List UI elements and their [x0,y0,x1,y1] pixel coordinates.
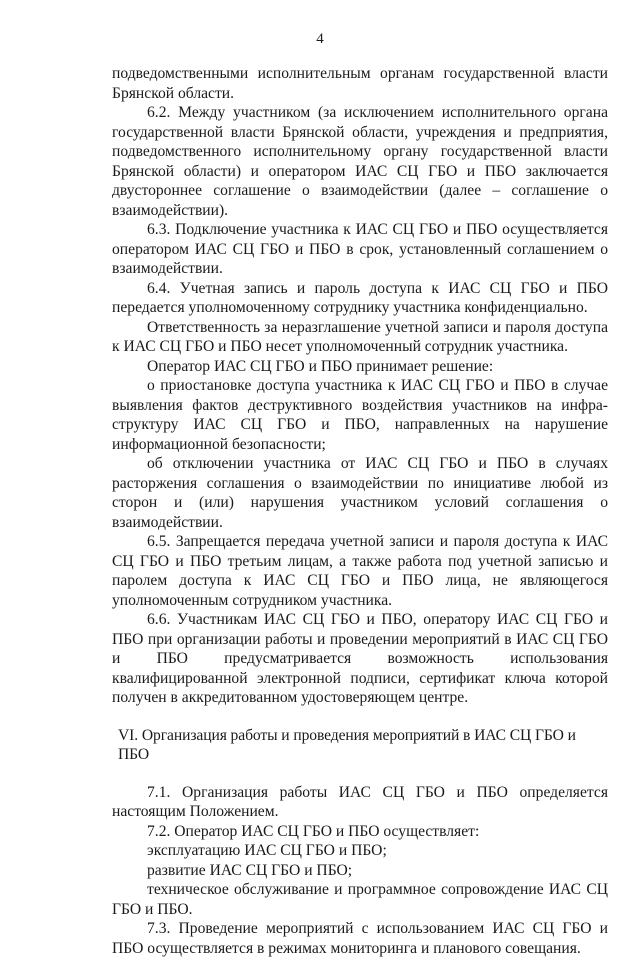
paragraph: об отключении участника от ИАС СЦ ГБО и ПБО в случаях расторжения соглашения о взаимодействии по инициативе любой из сторон и (или) нарушения участником условий соглашения о взаимодействии. [112,455,608,531]
paragraph: 7.3. Проведение мероприятий с использованием ИАС СЦ ГБО и ПБО осуществляется в режимах мониторинга и планового совещания. [112,920,608,957]
paragraph: о приостановке доступа участника к ИАС СЦ ГБО и ПБО в случае выявления фактов деструктивного воздействия участников на инфраструктуру ИАС СЦ ГБО и ПБО, направленных на нарушение информационной безопасности; [112,377,608,453]
paragraph: Оператор ИАС СЦ ГБО и ПБО принимает решение: [147,357,494,375]
paragraph: 7.2. Оператор ИАС СЦ ГБО и ПБО осуществляет: [147,822,480,840]
paragraph: подведомственными исполнительным органам государственной власти Брянской области. [112,65,608,102]
paragraph: 6.3. Подключение участника к ИАС СЦ ГБО и ПБО осуществляется оператором ИАС СЦ ГБО и ПБО в срок, установленный соглашением о взаимодействии. [112,221,608,277]
paragraph: эксплуатацию ИАС СЦ ГБО и ПБО; [147,842,387,859]
paragraph: развитие ИАС СЦ ГБО и ПБО; [147,861,353,879]
page-number: 4 [316,31,324,47]
section-heading: VI. Организация работы и проведения мероприятий в ИАС СЦ ГБО и ПБО [118,726,576,763]
paragraph: 6.2. Между участником (за исключением исполнительного органа государственной власти Брянской области, учреждения и предприятия, подведомственного исполнительному органу государственной власти Брянской области) и оператором ИАС СЦ ГБО и ПБО заключается двустороннее соглашение о взаимодействии (далее – соглашение о взаимодействии). [112,104,608,219]
paragraph: 7.1. Организация работы ИАС СЦ ГБО и ПБО определяется настоящим Положением. [112,783,608,820]
paragraph: техническое обслуживание и программное сопровождение ИАС СЦ ГБО и ПБО. [112,881,608,918]
paragraph: Ответственность за неразглашение учетной записи и пароля доступа к ИАС СЦ ГБО и ПБО несет уполномоченный сотрудник участника. [112,318,608,355]
document-body [112,64,608,958]
paragraph: 6.5. Запрещается передача учетной записи и пароля доступа к ИАС СЦ ГБО и ПБО третьим лицам, а также работа под учетной записью и паролем доступа к ИАС СЦ ГБО и ПБО лица, не являющегося уполномоченным сотрудником участника. [112,533,608,609]
paragraph: 6.6. Участникам ИАС СЦ ГБО и ПБО, оператору ИАС СЦ ГБО и ПБО при организации работы и проведении мероприятий в ИАС СЦ ГБО и ПБО предусматривается возможность использования квалифицированной электронной подписи, сертификат ключа которой получен в аккредитованном удостоверяющем центре. [112,611,608,706]
paragraph: 6.4. Учетная запись и пароль доступа к ИАС СЦ ГБО и ПБО передается уполномоченному сотруднику участника конфиденциально. [112,279,608,316]
